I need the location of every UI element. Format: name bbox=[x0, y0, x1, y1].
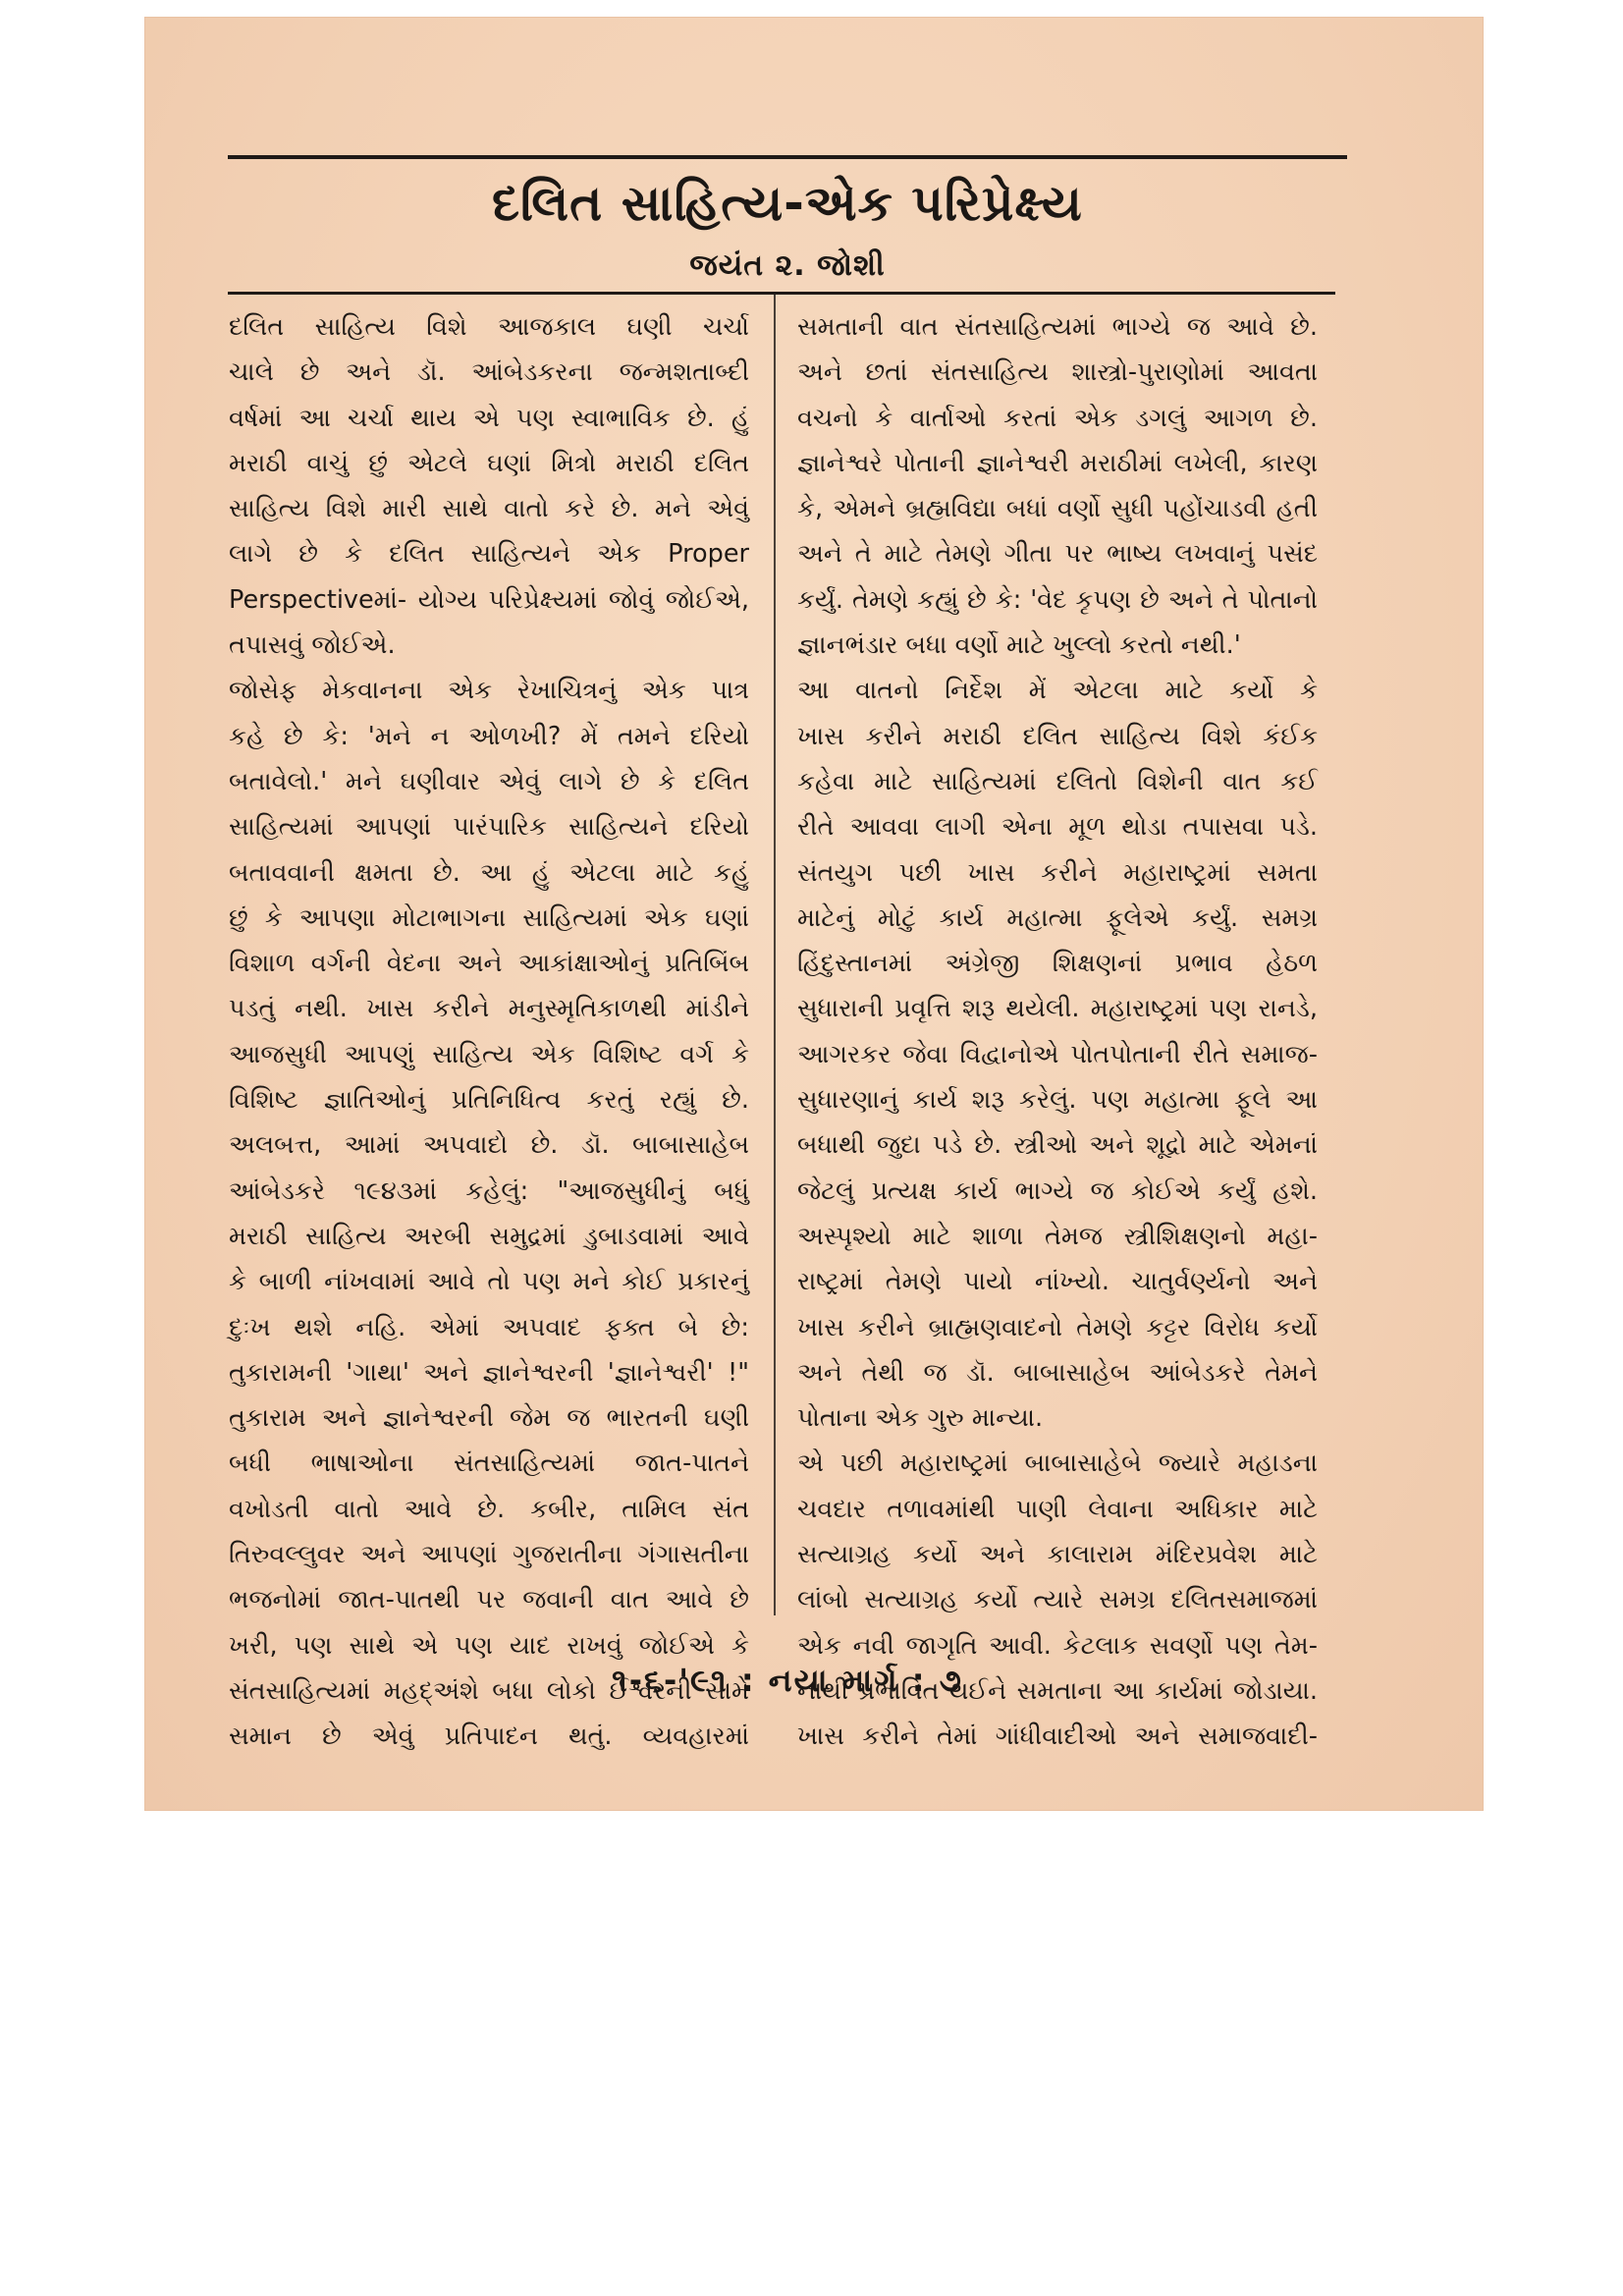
text-line: અલબત્ત, આમાં અપવાદો છે. ડૉ. બાબાસાહેબ bbox=[229, 1130, 749, 1161]
text-line: ચાલે છે અને ડૉ. આંબેડકરના જન્મશતાબ્દી bbox=[229, 357, 749, 388]
text-line: ખરી, પણ સાથે એ પણ યાદ રાખવું જોઈએ કે bbox=[229, 1630, 749, 1661]
text-line: પડતું નથી. ખાસ કરીને મનુસ્મૃતિકાળથી માંડીને bbox=[229, 994, 749, 1024]
text-line: સુધારણાનું કાર્ય શરૂ કરેલું. પણ મહાત્મા ફૂલે આ bbox=[797, 1085, 1318, 1116]
text-line: રીતે આવવા લાગી એના મૂળ થોડા તપાસવા પડે. bbox=[797, 812, 1318, 843]
text-line: સમાન છે એવું પ્રતિપાદન થતું. વ્યવહારમાં bbox=[229, 1722, 749, 1752]
text-line: વિશાળ વર્ગની વેદના અને આકાંક્ષાઓનું પ્રતિબિંબ bbox=[229, 949, 749, 979]
text-line: અને છતાં સંતસાહિત્ય શાસ્ત્રો-પુરાણોમાં આવતા bbox=[797, 357, 1318, 388]
text-line: મરાઠી વાચું છું એટલે ઘણાં મિત્રો મરાઠી દલિત bbox=[229, 448, 749, 478]
text-line: તિરુવલ્લુવર અને આપણાં ગુજરાતીના ગંગાસતીના bbox=[229, 1540, 749, 1570]
text-line: બતાવેલો.' મને ઘણીવાર એવું લાગે છે કે દલિત bbox=[229, 766, 749, 796]
text-line: ચવદાર તળાવમાંથી પાણી લેવાના અધિકાર માટે bbox=[797, 1494, 1318, 1524]
text-line: કહે છે કે: 'મને ન ઓળખી? મેં તમને દરિયો bbox=[229, 721, 749, 751]
text-line: લાગે છે કે દલિત સાહિત્યને એક Proper bbox=[229, 539, 749, 570]
text-line: બતાવવાની ક્ષમતા છે. આ હું એટલા માટે કહું bbox=[229, 857, 749, 888]
text-line: છું કે આપણા મોટાભાગના સાહિત્યમાં એક ઘણાં bbox=[229, 902, 749, 933]
text-line: વચનો કે વાર્તાઓ કરતાં એક ડગલું આગળ છે. bbox=[797, 403, 1318, 433]
text-line: અને તેથી જ ડૉ. બાબાસાહેબ આંબેડકરે તેમને bbox=[797, 1357, 1318, 1388]
text-line: ભજનોમાં જાત-પાતથી પર જવાની વાત આવે છે bbox=[229, 1585, 749, 1615]
text-line: જ્ઞાનેશ્વરે પોતાની જ્ઞાનેશ્વરી મરાઠીમાં લખેલી, કારણ bbox=[797, 448, 1318, 478]
text-line: નાથી પ્રભાવિત થઈને સમતાના આ કાર્યમાં જોડાયા. bbox=[797, 1675, 1318, 1706]
text-line: એ પછી મહારાષ્ટ્રમાં બાબાસાહેબે જ્યારે મહાડના bbox=[797, 1449, 1318, 1479]
text-line: બધી ભાષાઓના સંતસાહિત્યમાં જાત-પાતને bbox=[229, 1449, 749, 1479]
text-line: સુધારાની પ્રવૃત્તિ શરૂ થયેલી. મહારાષ્ટ્રમાં પણ રાનડે, bbox=[797, 994, 1318, 1024]
text-line: સમતાની વાત સંતસાહિત્યમાં ભાગ્યે જ આવે છે. bbox=[797, 312, 1318, 342]
text-line: સંતસાહિત્યમાં મહદ્અંશે બધા લોકો ઈશ્વરની સામે bbox=[229, 1675, 749, 1706]
text-line: દુઃખ થશે નહિ. એમાં અપવાદ ફક્ત બે છે: bbox=[229, 1312, 749, 1342]
header-rule bbox=[228, 155, 1347, 159]
text-line: જોસેફ મેકવાનના એક રેખાચિત્રનું એક પાત્ર bbox=[229, 676, 749, 706]
text-line: કહેવા માટે સાહિત્યમાં દલિતો વિશેની વાત કઈ bbox=[797, 766, 1318, 796]
left-column bbox=[229, 304, 749, 1752]
text-line: આગરકર જેવા વિદ્વાનોએ પોતપોતાની રીતે સમાજ- bbox=[797, 1039, 1318, 1069]
text-line: આ વાતનો નિર્દેશ મેં એટલા માટે કર્યો કે bbox=[797, 676, 1318, 706]
text-line: તુકારામની 'ગાથા' અને જ્ઞાનેશ્વરની 'જ્ઞાનેશ્વરી' !" bbox=[229, 1357, 749, 1388]
text-line: કે, એમને બ્રહ્મવિદ્યા બધાં વર્ણો સુધી પહોંચાડવી હતી bbox=[797, 494, 1318, 524]
text-line: આજસુધી આપણું સાહિત્ય એક વિશિષ્ટ વર્ગ કે bbox=[229, 1039, 749, 1069]
text-line: કર્યું. તેમણે કહ્યું છે કે: 'વેદ કૃપણ છે અને તે પોતાનો bbox=[797, 584, 1318, 615]
text-line: સંતયુગ પછી ખાસ કરીને મહારાષ્ટ્રમાં સમતા bbox=[797, 857, 1318, 888]
column-divider bbox=[774, 295, 776, 1615]
text-line: ખાસ કરીને મરાઠી દલિત સાહિત્ય વિશે કંઈક bbox=[797, 721, 1318, 751]
text-line: સાહિત્ય વિશે મારી સાથે વાતો કરે છે. મને એવું bbox=[229, 494, 749, 524]
text-line: દલિત સાહિત્ય વિશે આજકાલ ઘણી ચર્ચા bbox=[229, 312, 749, 342]
byline-rule bbox=[228, 292, 1335, 295]
text-line: વર્ષમાં આ ચર્ચા થાય એ પણ સ્વાભાવિક છે. હું bbox=[229, 403, 749, 433]
text-line: જ્ઞાનભંડાર બધા વર્ણો માટે ખુલ્લો કરતો નથી.' bbox=[797, 630, 1241, 661]
text-line: તપાસવું જોઈએ. bbox=[229, 630, 396, 661]
text-line: જેટલું પ્રત્યક્ષ કાર્ય ભાગ્યે જ કોઈએ કર્યું હશે. bbox=[797, 1175, 1318, 1206]
text-line: લાંબો સત્યાગ્રહ કર્યો ત્યારે સમગ્ર દલિતસમાજમાં bbox=[797, 1585, 1318, 1615]
text-line: સાહિત્યમાં આપણાં પારંપારિક સાહિત્યને દરિયો bbox=[229, 812, 749, 843]
text-line: તુકારામ અને જ્ઞાનેશ્વરની જેમ જ ભારતની ઘણી bbox=[229, 1403, 749, 1434]
text-line: વખોડતી વાતો આવે છે. કબીર, તામિલ સંત bbox=[229, 1494, 749, 1524]
text-line: Perspectiveમાં- યોગ્ય પરિપ્રેક્ષ્યમાં જોવું જોઈએ, bbox=[229, 584, 749, 615]
text-line: હિંદુસ્તાનમાં અંગ્રેજી શિક્ષણનાં પ્રભાવ હેઠળ bbox=[797, 949, 1318, 979]
text-line: ખાસ કરીને બ્રાહ્મણવાદનો તેમણે કટ્ટર વિરોધ કર્યો bbox=[797, 1312, 1318, 1342]
text-line: માટેનું મોટું કાર્ય મહાત્મા ફૂલેએ કર્યું. સમગ્ર bbox=[797, 902, 1318, 933]
text-line: આંબેડકરે ૧૯૪૩માં કહેલું: "આજસુધીનું બધું bbox=[229, 1175, 749, 1206]
text-line: મરાઠી સાહિત્ય અરબી સમુદ્રમાં ડુબાડવામાં આવે bbox=[229, 1221, 749, 1251]
text-line: સત્યાગ્રહ કર્યો અને કાલારામ મંદિરપ્રવેશ માટે bbox=[797, 1540, 1318, 1570]
text-line: કે બાળી નાંખવામાં આવે તો પણ મને કોઈ પ્રકારનું bbox=[229, 1267, 749, 1297]
text-line: રાષ્ટ્રમાં તેમણે પાયો નાંખ્યો. ચાતુર્વર્ણ્યનો અને bbox=[797, 1267, 1318, 1297]
text-line: અને તે માટે તેમણે ગીતા પર ભાષ્ય લખવાનું પસંદ bbox=[797, 539, 1318, 570]
article-author: જયંત ૨. જોશી bbox=[689, 248, 886, 283]
article-title: દલિત સાહિત્ય-એક પરિપ્રેક્ષ્ય bbox=[492, 175, 1083, 232]
text-line: બધાથી જુદા પડે છે. સ્ત્રીઓ અને શૂદ્રો માટે એમનાં bbox=[797, 1130, 1318, 1161]
text-line: એક નવી જાગૃતિ આવી. કેટલાક સવર્ણો પણ તેમ- bbox=[797, 1630, 1318, 1661]
page-footer: ૧-૬-'૯૧ : નયા માર્ગ : ૭ bbox=[612, 1662, 963, 1699]
right-column bbox=[797, 304, 1318, 1752]
text-line: પોતાના એક ગુરુ માન્યા. bbox=[797, 1403, 1044, 1434]
text-line: અસ્પૃશ્યો માટે શાળા તેમજ સ્ત્રીશિક્ષણનો મહા- bbox=[797, 1221, 1318, 1251]
text-line: વિશિષ્ટ જ્ઞાતિઓનું પ્રતિનિધિત્વ કરતું રહ્યું છે. bbox=[229, 1085, 749, 1116]
text-line: ખાસ કરીને તેમાં ગાંધીવાદીઓ અને સમાજવાદી- bbox=[797, 1722, 1318, 1752]
